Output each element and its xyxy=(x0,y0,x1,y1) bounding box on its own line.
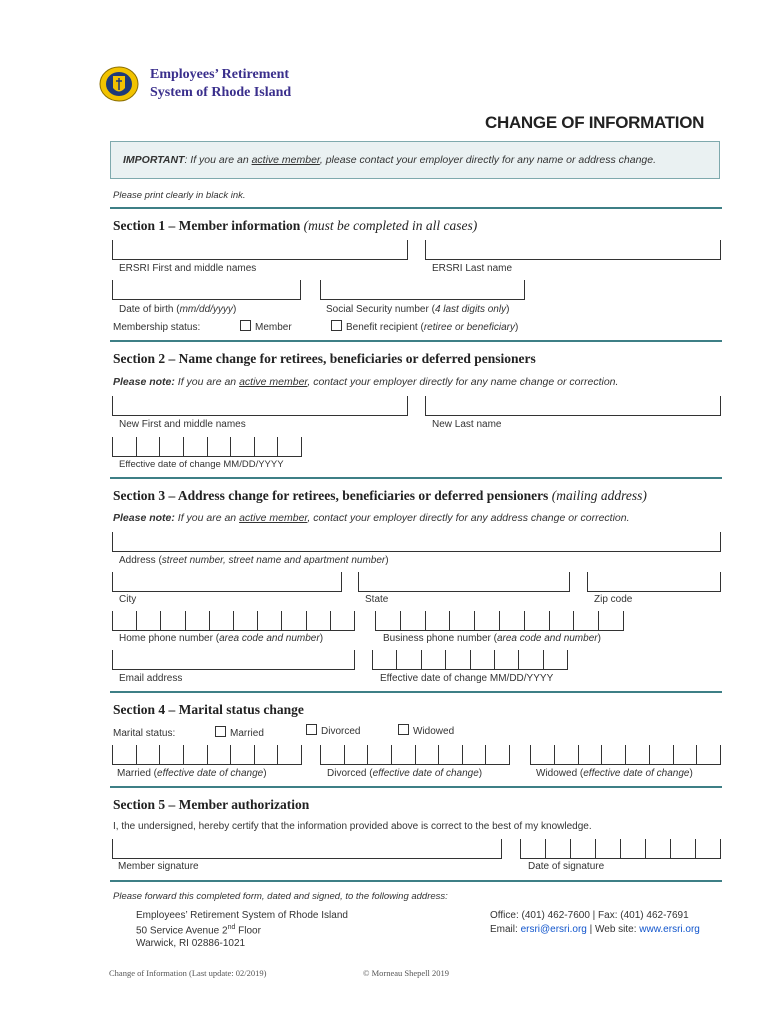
section3-note-link: active member xyxy=(239,512,308,524)
forward-note: Please forward this completed form, dated and signed, to the following address: xyxy=(113,891,448,902)
footer-email-link[interactable]: ersri@ersri.org xyxy=(520,924,587,935)
new-first-names-label: New First and middle names xyxy=(119,419,246,430)
last-name-label: ERSRI Last name xyxy=(432,263,513,274)
ssn-label xyxy=(326,304,509,315)
last-name-field[interactable] xyxy=(425,240,721,260)
address-label-em: street number, street name and apartment number xyxy=(161,555,386,566)
org-name-line1: Employees’ Retirement xyxy=(150,67,290,82)
widowed-date-label xyxy=(536,768,693,779)
date-of-signature-field[interactable] xyxy=(520,839,721,859)
business-phone-field[interactable] xyxy=(375,611,624,631)
form-title: CHANGE OF INFORMATION xyxy=(485,113,705,132)
member-option-label: Member xyxy=(255,322,292,333)
benefit-label-em: retiree or beneficiary xyxy=(423,322,515,333)
footer-address-line2-pre: 50 Service Avenue 2 xyxy=(136,925,228,937)
member-signature-field[interactable] xyxy=(112,839,502,859)
business-phone-label-post: ) xyxy=(597,633,601,644)
benefit-label-pre: Benefit recipient ( xyxy=(346,322,424,333)
date-of-signature-label: Date of signature xyxy=(528,861,605,872)
section5-title: Section 5 – Member authorization xyxy=(113,797,310,812)
section2-effective-date-label: Effective date of change MM/DD/YYYY xyxy=(119,459,284,470)
new-last-name-field[interactable] xyxy=(425,396,721,416)
home-phone-field[interactable] xyxy=(112,611,355,631)
section1-title-note: (must be completed in all cases) xyxy=(303,218,478,233)
footer-copyright: © Morneau Shepell 2019 xyxy=(363,968,450,978)
married-checkbox[interactable] xyxy=(215,726,226,737)
widowed-checkbox[interactable] xyxy=(398,724,409,735)
dob-label-pre: Date of birth ( xyxy=(119,304,180,315)
email-field[interactable] xyxy=(112,650,355,670)
city-field[interactable] xyxy=(112,572,342,592)
business-phone-label-pre: Business phone number ( xyxy=(383,633,497,644)
section2-note-link: active member xyxy=(239,376,308,388)
zip-label: Zip code xyxy=(594,594,633,605)
benefit-label-post: ) xyxy=(514,322,519,333)
zip-field[interactable] xyxy=(587,572,721,592)
dob-label-post: ) xyxy=(232,304,237,315)
ersri-seal-logo xyxy=(98,64,140,104)
state-label: State xyxy=(365,594,389,605)
married-label: Married xyxy=(230,728,264,739)
home-phone-label-pre: Home phone number ( xyxy=(119,633,220,644)
section2-divider xyxy=(110,340,722,342)
divorced-date-label xyxy=(327,768,482,779)
section3-title-text: Section 3 – Address change for retirees, beneficiaries or deferred pensioners xyxy=(113,488,549,503)
widowed-date-field[interactable] xyxy=(530,745,721,765)
section2-note xyxy=(113,376,618,388)
benefit-recipient-label xyxy=(346,322,518,333)
section1-title-text: Section 1 – Member information xyxy=(113,218,301,233)
address-label-post: ) xyxy=(385,555,389,566)
important-text xyxy=(123,154,656,166)
first-names-label: ERSRI First and middle names xyxy=(119,263,257,274)
footer-address-line2-sup: nd xyxy=(227,924,236,931)
footer-address-line1: Employees’ Retirement System of Rhode Island xyxy=(136,910,348,921)
footer-last-update: Change of Information (Last update: 02/2019) xyxy=(109,968,267,978)
important-box xyxy=(110,141,720,179)
footer-email-pre: Email: xyxy=(490,924,521,935)
section2-note-pre: If you are an xyxy=(174,376,240,388)
widowed-label: Widowed xyxy=(413,726,455,737)
section3-effective-date-label: Effective date of change MM/DD/YYYY xyxy=(380,673,554,684)
ssn-label-em: 4 last digits only xyxy=(434,304,507,315)
address-label-pre: Address ( xyxy=(119,555,162,566)
divorced-date-label-post: ) xyxy=(478,768,483,779)
footer-office-fax: Office: (401) 462-7600 | Fax: (401) 462-7691 xyxy=(490,910,689,921)
marital-status-label: Marital status: xyxy=(113,728,176,739)
member-signature-label: Member signature xyxy=(118,861,199,872)
home-phone-label-em: area code and number xyxy=(219,633,320,644)
divorced-date-field[interactable] xyxy=(320,745,510,765)
divorced-date-label-em: effective date of change xyxy=(372,768,479,779)
section1-title xyxy=(113,218,477,234)
section2-note-label: Please note: xyxy=(113,376,175,388)
dob-field[interactable] xyxy=(112,280,301,300)
home-phone-label-post: ) xyxy=(319,633,324,644)
address-field[interactable] xyxy=(112,532,721,552)
state-field[interactable] xyxy=(358,572,570,592)
section3-note-label: Please note: xyxy=(113,512,175,524)
footer-address-line2-post: Floor xyxy=(235,925,261,937)
new-last-name-label: New Last name xyxy=(432,419,502,430)
married-date-label-pre: Married ( xyxy=(117,768,158,779)
ssn-label-pre: Social Security number ( xyxy=(326,304,435,315)
married-date-field[interactable] xyxy=(112,745,302,765)
section3-title-note: (mailing address) xyxy=(551,488,647,503)
footer-email-web xyxy=(490,924,700,935)
divorced-date-label-pre: Divorced ( xyxy=(327,768,373,779)
divorced-checkbox[interactable] xyxy=(306,724,317,735)
membership-status-label: Membership status: xyxy=(113,322,201,333)
widowed-date-label-post: ) xyxy=(689,768,693,779)
section4-title: Section 4 – Marital status change xyxy=(113,702,304,717)
important-post: , please contact your employer directly for any name or address change. xyxy=(319,154,657,166)
footer-address-line3: Warwick, RI 02886-1021 xyxy=(136,938,246,949)
section3-effective-date-field[interactable] xyxy=(372,650,568,670)
ssn-field[interactable] xyxy=(320,280,525,300)
certify-statement: I, the undersigned, hereby certify that the information provided above is correct to the best of my knowledge. xyxy=(113,821,592,832)
widowed-date-label-pre: Widowed ( xyxy=(536,768,584,779)
benefit-recipient-checkbox[interactable] xyxy=(331,320,342,331)
business-phone-label-em: area code and number xyxy=(496,633,598,644)
footer-web-link[interactable]: www.ersri.org xyxy=(639,924,700,935)
important-pre: : If you are an xyxy=(184,154,252,166)
first-names-field[interactable] xyxy=(112,240,408,260)
divorced-label: Divorced xyxy=(321,726,361,737)
section3-note xyxy=(113,512,630,524)
widowed-date-label-em: effective date of change xyxy=(583,768,690,779)
important-active-member: active member xyxy=(251,154,320,166)
dob-label-em: mm/dd/yyyy xyxy=(179,304,233,315)
married-date-label-post: ) xyxy=(263,768,267,779)
section1-divider xyxy=(110,207,722,209)
new-first-names-field[interactable] xyxy=(112,396,408,416)
ssn-label-post: ) xyxy=(506,304,510,315)
print-note: Please print clearly in black ink. xyxy=(113,190,246,201)
section3-title xyxy=(113,488,647,504)
section4-divider xyxy=(110,691,722,693)
email-label: Email address xyxy=(119,673,183,684)
section2-effective-date-field[interactable] xyxy=(112,437,302,457)
section3-note-post: , contact your employer directly for any address change or correction. xyxy=(307,512,630,524)
married-date-label-em: effective date of change xyxy=(157,768,264,779)
city-label: City xyxy=(119,594,137,605)
footer-divider xyxy=(110,880,722,882)
section2-title: Section 2 – Name change for retirees, beneficiaries or deferred pensioners xyxy=(113,351,536,366)
dob-label xyxy=(119,304,236,315)
business-phone-label xyxy=(383,633,601,644)
org-name-line2: System of Rhode Island xyxy=(150,85,292,100)
footer-address-line2 xyxy=(136,924,261,936)
section2-note-post: , contact your employer directly for any name change or correction. xyxy=(307,376,619,388)
address-label xyxy=(119,555,389,566)
member-checkbox[interactable] xyxy=(240,320,251,331)
footer-web-pre: | Web site: xyxy=(586,924,640,935)
home-phone-label xyxy=(119,633,323,644)
section3-note-pre: If you are an xyxy=(174,512,240,524)
section5-divider xyxy=(110,786,722,788)
section3-divider xyxy=(110,477,722,479)
married-date-label xyxy=(117,768,267,779)
important-label: IMPORTANT xyxy=(123,154,185,166)
